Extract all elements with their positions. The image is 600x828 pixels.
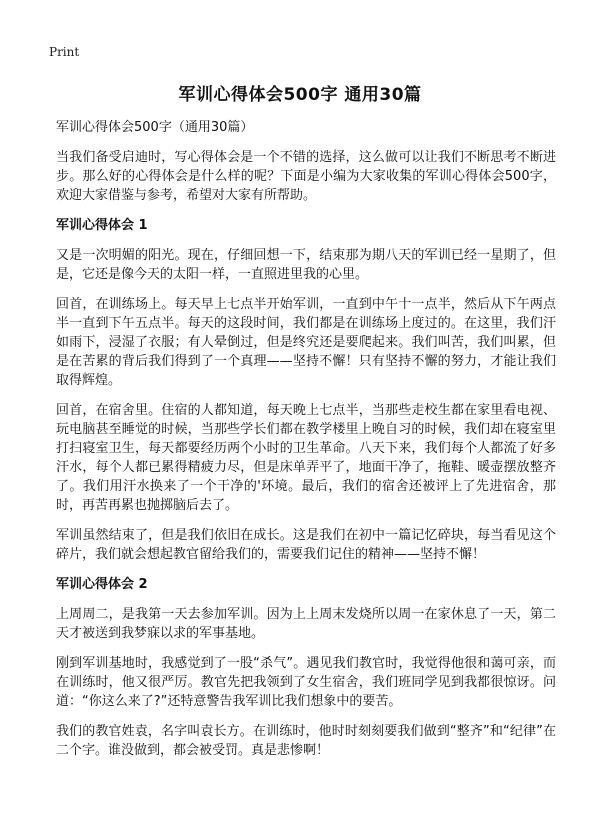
section-heading: 军训心得体会 2 <box>56 577 148 592</box>
document-title: 军训心得体会500字 通用30篇 <box>178 85 422 105</box>
document-subtitle: 军训心得体会500字（通用30篇） <box>56 120 254 135</box>
print-link[interactable]: Print <box>49 45 80 59</box>
paragraph: 我们的教官姓袁，名字叫袁长方。在训练时，他时时刻刻要我们做到“整齐”和“纪律”在二个字。谁没做到，都会被受罚。真是悲惨啊！ <box>56 724 556 758</box>
document-body <box>56 118 556 771</box>
section-heading: 军训心得体会 1 <box>56 218 148 233</box>
intro-paragraph: 当我们备受启迪时，写心得体会是一个不错的选择，这么做可以让我们不断思考不断进步。那么好的心得体会是什么样的呢？下面是小编为大家收集的军训心得体会500字，欢迎大家借鉴与参考，希望对大家有所帮助。 <box>56 150 556 203</box>
paragraph: 军训虽然结束了，但是我们依旧在成长。这是我们在初中一篇记忆碎块，每当看见这个碎片，我们就会想起教官留给我们的，需要我们记住的精神——坚持不懈！ <box>56 528 556 562</box>
paragraph: 回首，在训练场上。每天早上七点半开始军训，一直到中午十一点半，然后从下午两点半一直到下午五点半。每天的这段时间，我们都是在训练场上度过的。在这里，我们汗如雨下，浸湿了衣服；有人晕倒过，但是终究还是要爬起来。我们叫苦，我们叫累，但是在苦累的背后我们得到了一个真理——坚持不懈！只有坚持不懈的努力，才能让我们取得辉煌。 <box>56 297 556 388</box>
paragraph: 又是一次明媚的阳光。现在，仔细回想一下，结束那为期八天的军训已经一星期了，但是，它还是像今天的太阳一样，一直照进里我的心里。 <box>56 248 556 282</box>
paragraph: 刚到军训基地时，我感觉到了一股“杀气”。遇见我们教官时，我觉得他很和蔼可亲，而在训练时，他又很严厉。教官先把我领到了女生宿舍，我们班同学见到我都很惊讶。问道：“你这么来了?”还特意警告我军训比我们想象中的要苦。 <box>56 656 556 709</box>
paragraph: 回首，在宿舍里。住宿的人都知道，每天晚上七点半，当那些走校生都在家里看电视、玩电脑甚至睡觉的时候，当那些学长们都在教学楼里上晚自习的时候，我们却在寝室里打扫寝室卫生，每天都要经历两个小时的卫生革命。八天下来，我们每个人都流了好多汗水，每个人都已累得精疲力尽，但是床单弄平了，地面干净了，拖鞋、暖壶摆放整齐了。我们用汗水换来了一个干净的'环境。最后，我们的宿舍还被评上了先进宿舍，那时，再苦再累也抛掷脑后去了。 <box>56 403 556 513</box>
paragraph: 上周周二，是我第一天去参加军训。因为上上周末发烧所以周一在家休息了一天，第二天才被送到我梦寐以求的军事基地。 <box>56 607 556 641</box>
